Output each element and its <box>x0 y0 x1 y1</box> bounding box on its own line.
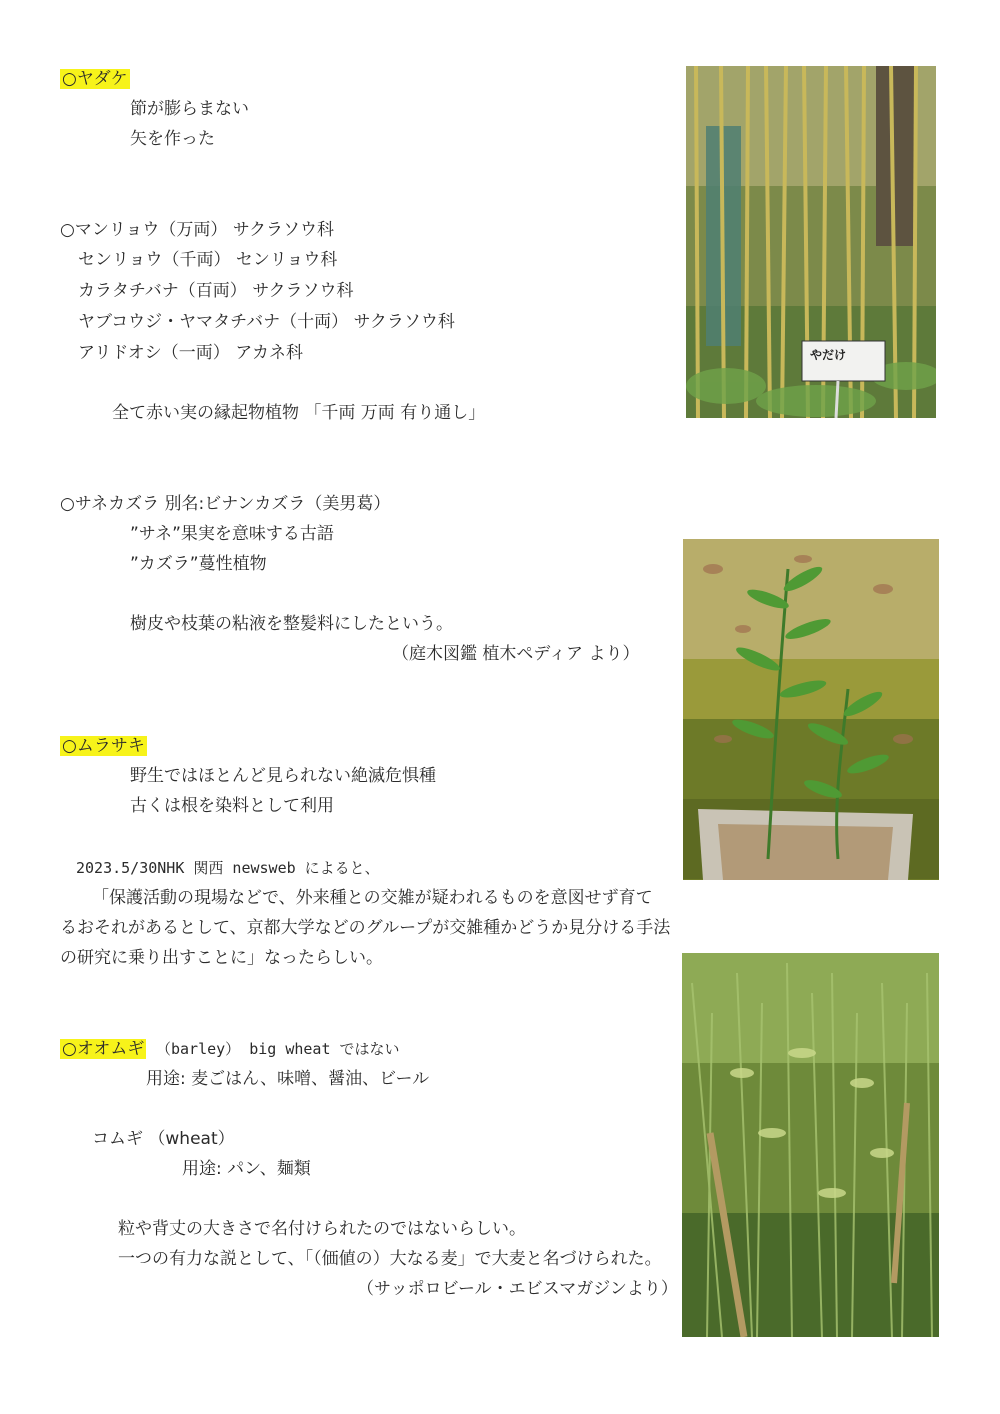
ryo-line-1: ○マンリョウ（万両） サクラソウ科 <box>60 220 335 240</box>
murasaki-heading: ○ムラサキ <box>62 736 145 756</box>
omugi-use: 用途: 麦ごはん、味噌、醤油、ビール <box>146 1069 430 1089</box>
sanekazura-line-2: ”カズラ”蔓性植物 <box>130 554 267 574</box>
ryo-line-5: アリドオシ（一両） アカネ科 <box>78 343 304 363</box>
omugi-heading-extra: （barley） big wheat ではない <box>156 1040 400 1058</box>
omugi-note-2: 一つの有力な説として、「（価値の）大なる麦」で大麦と名づけられた。 <box>118 1249 662 1269</box>
omugi-heading: ○オオムギ <box>62 1039 145 1059</box>
barley-photo <box>682 953 939 1337</box>
ryo-line-3: カラタチバナ（百両） サクラソウ科 <box>78 281 354 301</box>
komugi-label: コムギ （wheat） <box>92 1129 235 1149</box>
murasaki-line-2: 古くは根を染料として利用 <box>130 796 334 816</box>
omugi-source: （サッポロビール・エビスマガジンより） <box>357 1279 678 1299</box>
bamboo-sign-text: やだけ <box>810 348 847 362</box>
komugi-use: 用途: パン、麺類 <box>182 1159 311 1179</box>
omugi-note-1: 粒や背丈の大きさで名付けられたのではないらしい。 <box>118 1219 526 1239</box>
yadake-line-1: 節が膨らまない <box>130 99 249 119</box>
sanekazura-heading: ○サネカズラ 別名:ビナンカズラ（美男葛） <box>60 494 391 514</box>
sanekazura-note: 樹皮や枝葉の粘液を整髪料にしたという。 <box>130 614 453 634</box>
sanekazura-source: （庭木図鑑 植木ペディア より） <box>392 644 640 664</box>
yadake-line-2: 矢を作った <box>130 129 215 149</box>
murasaki-line-1: 野生ではほとんど見られない絶滅危惧種 <box>130 766 436 786</box>
ryo-line-4: ヤブコウジ・ヤマタチバナ（十両） サクラソウ科 <box>78 312 455 332</box>
yadake-heading: ○ヤダケ <box>62 69 128 89</box>
murasaki-news-line-1: 「保護活動の現場などで、外来種との交雑が疑われるものを意図せず育て <box>92 888 653 908</box>
ryo-line-2: センリョウ（千両） センリョウ科 <box>78 250 338 270</box>
sanekazura-line-1: ”サネ”果実を意味する古語 <box>130 524 334 544</box>
murasaki-news-line-3: の研究に乗り出すことに」なったらしい。 <box>60 948 383 968</box>
ryo-note: 全て赤い実の縁起物植物 「千両 万両 有り通し」 <box>112 403 486 423</box>
bamboo-photo <box>686 66 936 418</box>
murasaki-photo <box>683 539 939 880</box>
murasaki-news-line-2: るおそれがあるとして、京都大学などのグループが交雑種かどうか見分ける手法 <box>60 918 671 938</box>
murasaki-news-intro: 2023.5/30NHK 関西 newsweb によると、 <box>76 859 380 877</box>
